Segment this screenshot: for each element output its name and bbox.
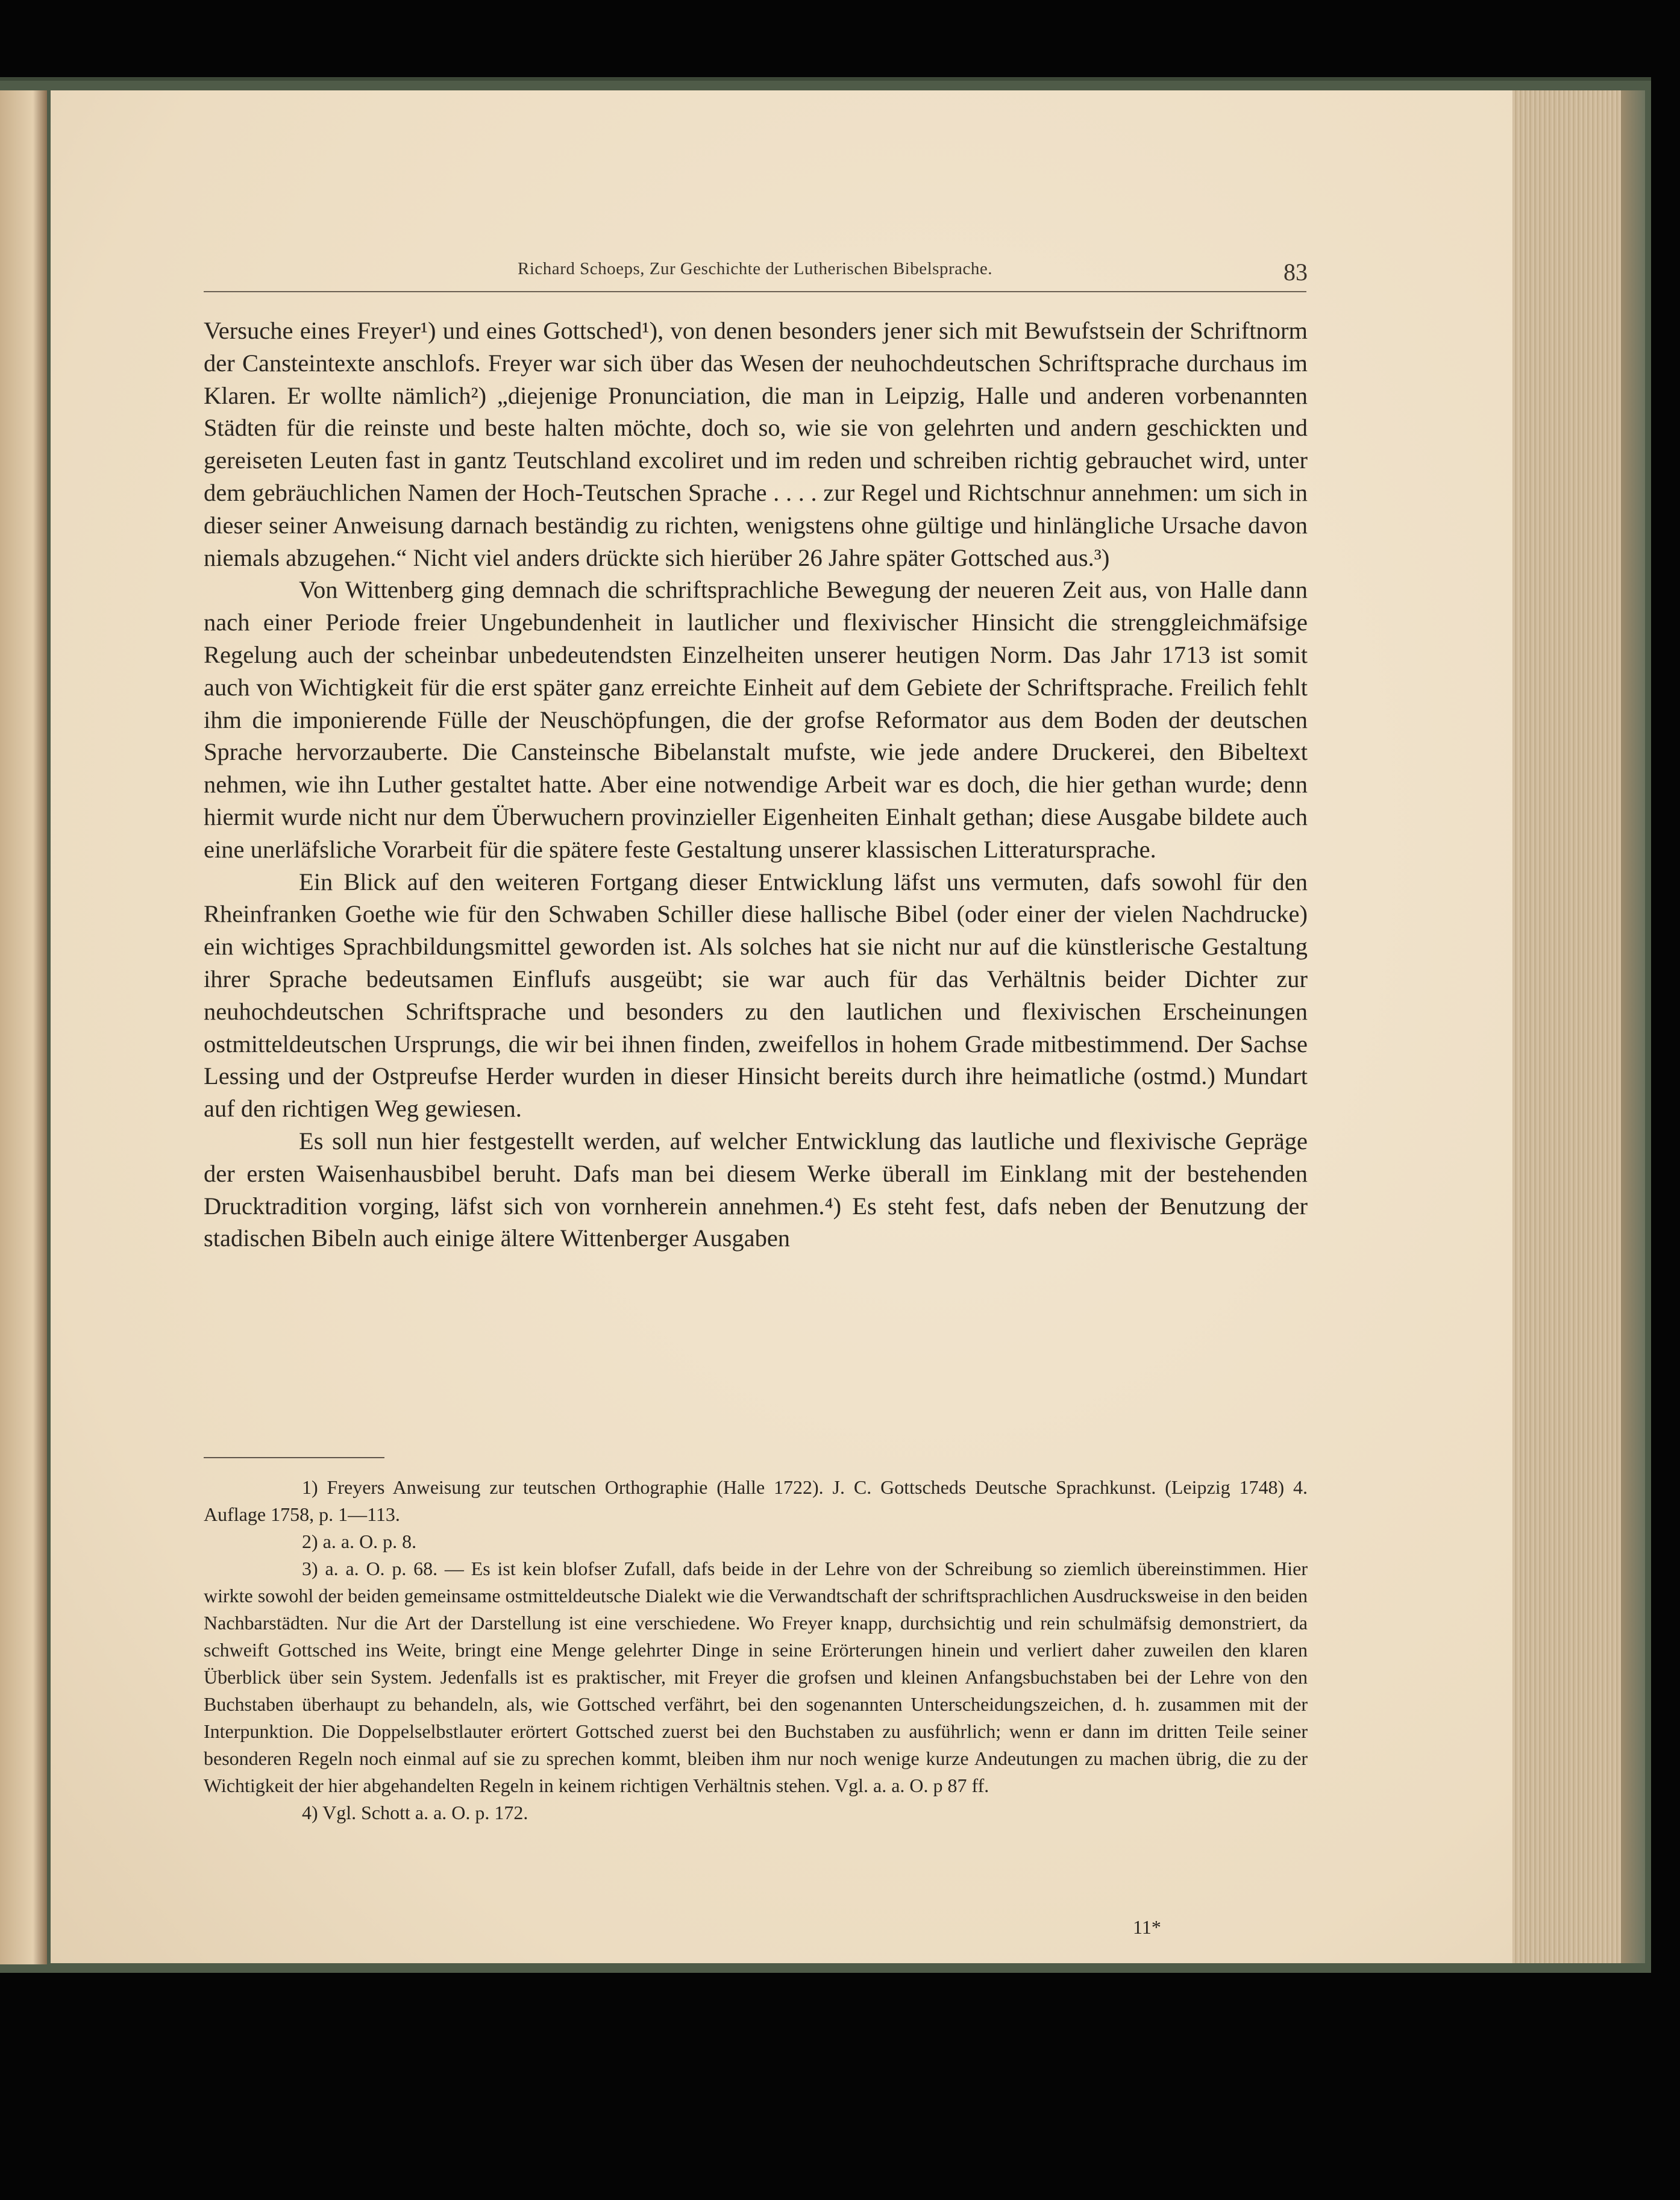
paragraph-1: Versuche eines Freyer¹) und eines Gottsched¹), von denen besonders jener sich mit Bewufstsein der Schriftnorm der Cansteintexte anschlofs. Freyer war sich über das Wesen der neuhochdeutschen Schriftsprache durchaus im Klaren. Er wollte nämlich²) „diejenige Pronunciation, die man in Leipzig, Halle und anderen vorbenannten Städten für die reinste und beste halten möchte, doch so, wie sie von gelehrten und andern geschickten und gereiseten Leuten fast in gantz Teutschland excoliret und im reden und schreiben richtig gebrauchet wird, unter dem gebräuchlichen Namen der Hoch-Teutschen Sprache . . . . zur Regel und Richtschnur annehmen: um sich in dieser seiner Anweisung darnach beständig zu richten, wenigstens ohne gültige und hinlängliche Ursache davon niemals abzugehen.“ Nicht viel anders drückte sich hierüber 26 Jahre später Gottsched aus.³) [204, 317, 1308, 571]
footnote-rule [204, 1457, 384, 1458]
header-rule [204, 291, 1306, 292]
footnote-2: 2) a. a. O. p. 8. [302, 1531, 417, 1552]
footnote-1: 1) Freyers Anweisung zur teutschen Orthographie (Halle 1722). J. C. Gottscheds Deutsche Sprachkunst. (Leipzig 1748) 4. Auflage 1758, p. 1—113. [204, 1476, 1308, 1525]
paragraph-4: Es soll nun hier festgestellt werden, auf welcher Entwicklung das lautliche und flexivische Gepräge der ersten Waisenhausbibel beruht. Dafs man bei diesem Werke überall im Einklang mit der bestehenden Drucktradition vorging, läfst sich von vornherein annehmen.⁴) Es steht fest, dafs neben der Benutzung der stadischen Bibeln auch einige ältere Wittenberger Ausgaben [204, 1127, 1308, 1252]
running-header: Richard Schoeps, Zur Geschichte der Lutherischen Bibelsprache. [518, 259, 992, 278]
footnote-3: 3) a. a. O. p. 68. — Es ist kein blofser Zufall, dafs beide in der Lehre von der Schreibung so ziemlich übereinstimmen. Hier wirkte sowohl der beiden gemeinsame ostmitteldeutsche Dialekt wie die Verwandtschaft der schriftsprachlichen Ausdrucksweise in den beiden Nachbarstädten. Nur die Art der Darstellung ist eine verschiedene. Wo Freyer knapp, durchsichtig und rein schulmäfsig demonstriert, da schweift Gottsched ins Weite, bringt eine Menge gelehrter Dinge in seine Erörterungen hinein und verliert daher zuweilen den klaren Überblick über sein System. Jedenfalls ist es praktischer, mit Freyer die grofsen und kleinen Anfangsbuchstaben bei der Lehre von den Buchstaben überhaupt zu behandeln, als, wie Gottsched verfährt, bei den sogenannten Unterscheidungszeichen, d. h. zusammen mit der Interpunktion. Die Doppelselbstlauter erörtert Gottsched zuerst bei den Buchstaben zu ausführlich; wenn er dann im dritten Teile seiner besonderen Regeln noch einmal auf sie zu sprechen kommt, bleiben ihm nur noch wenige kurze Andeutungen zu machen übrig, die zu der Wichtigkeit der hier abgehandelten Regeln in keinem richtigen Verhältnis stehen. Vgl. a. a. O. p 87 ff. [204, 1558, 1308, 1796]
footnotes [204, 1474, 1308, 1826]
footnote-4: 4) Vgl. Schott a. a. O. p. 172. [302, 1802, 528, 1823]
paragraph-2: Von Wittenberg ging demnach die schriftsprachliche Bewegung der neueren Zeit aus, von Halle dann nach einer Periode freier Ungebundenheit in lautlicher und flexivischer Hinsicht die strenggleichmäfsige Regelung auch der scheinbar unbedeutendsten Einzelheiten unserer heutigen Norm. Das Jahr 1713 ist somit auch von Wichtigkeit für die erst später ganz erreichte Einheit auf dem Gebiete der Schriftsprache. Freilich fehlt ihm die imponierende Fülle der Neuschöpfungen, die der grofse Reformator aus dem Boden der deutschen Sprache hervorzauberte. Die Cansteinsche Bibelanstalt mufste, wie jede andere Druckerei, den Bibeltext nehmen, wie ihn Luther gestaltet hatte. Aber eine notwendige Arbeit war es doch, die hier gethan wurde; denn hiermit wurde nicht nur dem Überwuchern provinzieller Eigenheiten Einhalt gethan; diese Ausgabe bildete auch eine unerläfsliche Vorarbeit für die spätere feste Gestaltung unserer klassischen Litteratursprache. [204, 576, 1308, 863]
page-number: 83 [1284, 259, 1308, 286]
main-text [204, 315, 1308, 1255]
paragraph-3: Ein Blick auf den weiteren Fortgang dieser Entwicklung läfst uns vermuten, dafs sowohl für den Rheinfranken Goethe wie für den Schwaben Schiller diese hallische Bibel (oder einer der vielen Nachdrucke) ein wichtiges Sprachbildungsmittel geworden ist. Als solches hat sie nicht nur auf die künstlerische Gestaltung ihrer Sprache bedeutsamen Einflufs ausgeübt; sie war auch für das Verhältnis beider Dichter zur neuhochdeutschen Schriftsprache und besonders zu den lautlichen und flexivischen Erscheinungen ostmitteldeutschen Ursprungs, die wir bei ihnen finden, zweifellos in hohem Grade mitbestimmend. Der Sachse Lessing und der Ostpreufse Herder wurden in dieser Hinsicht bereits durch ihre heimatliche (ostmd.) Mundart auf den richtigen Weg gewiesen. [204, 868, 1308, 1123]
sheet-signature: 11* [1133, 1916, 1161, 1938]
